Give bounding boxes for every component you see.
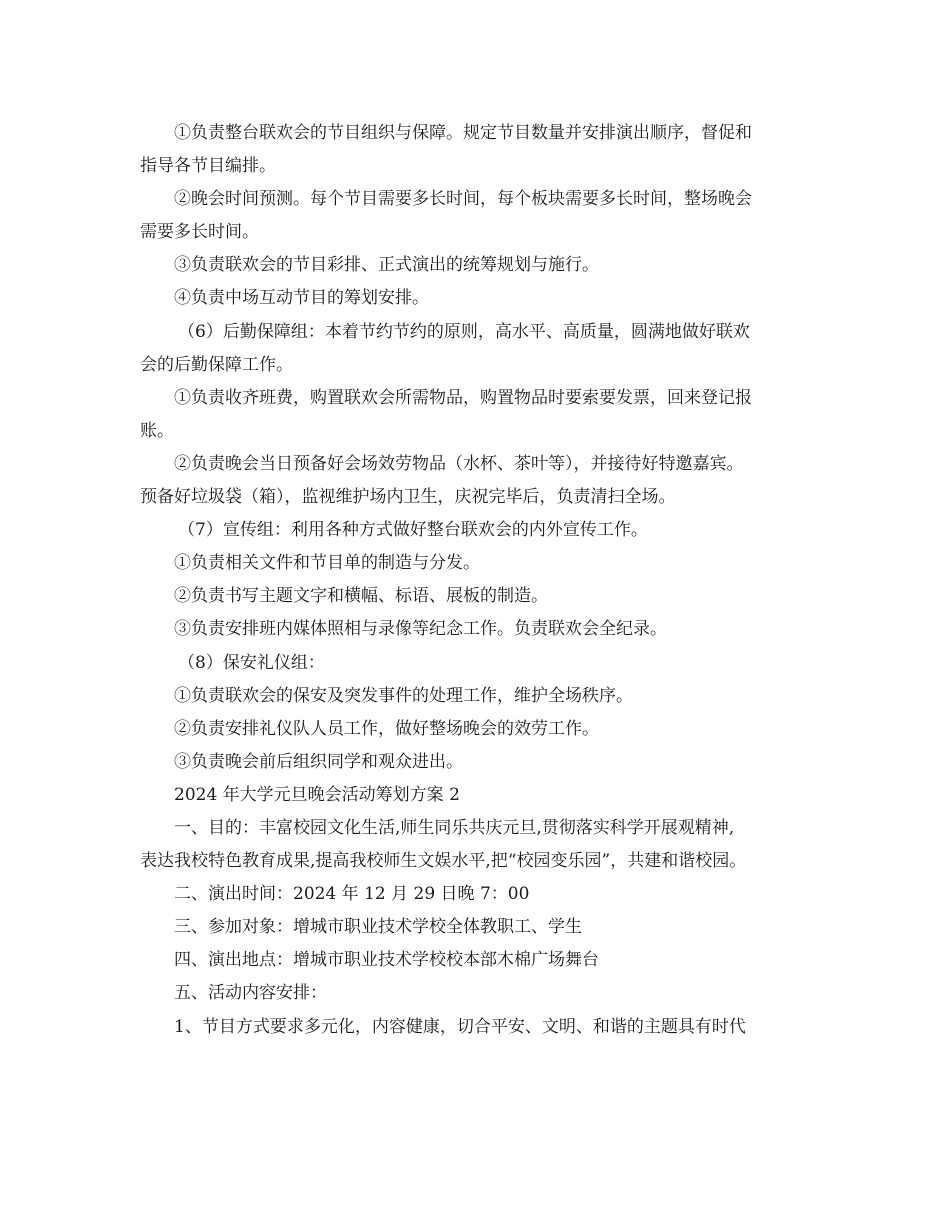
text-line: ②晚会时间预测。每个节目需要多长时间，每个板块需要多长时间，整场晚会 <box>174 189 752 210</box>
text-line: 四、演出地点：增城市职业技术学校校本部木棉广场舞台 <box>174 950 599 971</box>
text-line: 二、演出时间：2024 年 12 月 29 日晚 7：00 <box>174 884 530 905</box>
text-line: ③负责晚会前后组织同学和观众进出。 <box>174 751 463 772</box>
text-line: 指导各节目编排。 <box>140 156 276 177</box>
section-heading: （8）保安礼仪组： <box>178 652 325 673</box>
text-line: ③负责安排班内媒体照相与录像等纪念工作。负责联欢会全纪录。 <box>174 619 667 640</box>
text-line: 需要多长时间。 <box>140 222 259 243</box>
text-line: ③负责联欢会的节目彩排、正式演出的统筹规划与施行。 <box>174 255 599 276</box>
text-line: ②负责晚会当日预备好会场效劳物品（水杯、茶叶等），并接待好特邀嘉宾。 <box>174 453 744 474</box>
text-line: 预备好垃圾袋（箱），监视维护场内卫生，庆祝完毕后，负责清扫全场。 <box>140 487 676 508</box>
document-body <box>140 117 830 1044</box>
text-line: ①负责相关文件和节目单的制造与分发。 <box>174 553 480 574</box>
text-line: 表达我校特色教育成果,提高我校师生文娱水平,把“校园变乐园”，共建和谐校园。 <box>140 851 747 872</box>
text-line: 一、目的：丰富校园文化生活,师生同乐共庆元旦,贯彻落实科学开展观精神, <box>174 817 735 838</box>
text-line: ①负责收齐班费，购置联欢会所需物品，购置物品时要索要发票，回来登记报 <box>174 387 752 408</box>
text-line: 五、活动内容安排： <box>174 983 327 1004</box>
text-line: ①负责联欢会的保安及突发事件的处理工作，维护全场秩序。 <box>174 685 633 706</box>
document-title: 2024 年大学元旦晚会活动筹划方案 2 <box>174 784 460 805</box>
text-line: ②负责书写主题文字和横幅、标语、展板的制造。 <box>174 586 548 607</box>
text-line: ④负责中场互动节目的筹划安排。 <box>174 288 429 309</box>
text-line: ②负责安排礼仪队人员工作，做好整场晚会的效劳工作。 <box>174 718 599 739</box>
section-heading: （7）宣传组：利用各种方式做好整台联欢会的内外宣传工作。 <box>178 520 648 541</box>
text-line: 账。 <box>140 420 174 441</box>
text-line: ①负责整台联欢会的节目组织与保障。规定节目数量并安排演出顺序，督促和 <box>174 123 752 143</box>
text-line: 1、节目方式要求多元化，内容健康，切合平安、文明、和谐的主题具有时代 <box>174 1016 746 1037</box>
section-heading: （6）后勤保障组：本着节约节约的原则，高水平、高质量，圆满地做好联欢 <box>178 321 750 342</box>
text-line: 会的后勤保障工作。 <box>140 354 293 375</box>
text-line: 三、参加对象：增城市职业技术学校全体教职工、学生 <box>174 917 582 938</box>
